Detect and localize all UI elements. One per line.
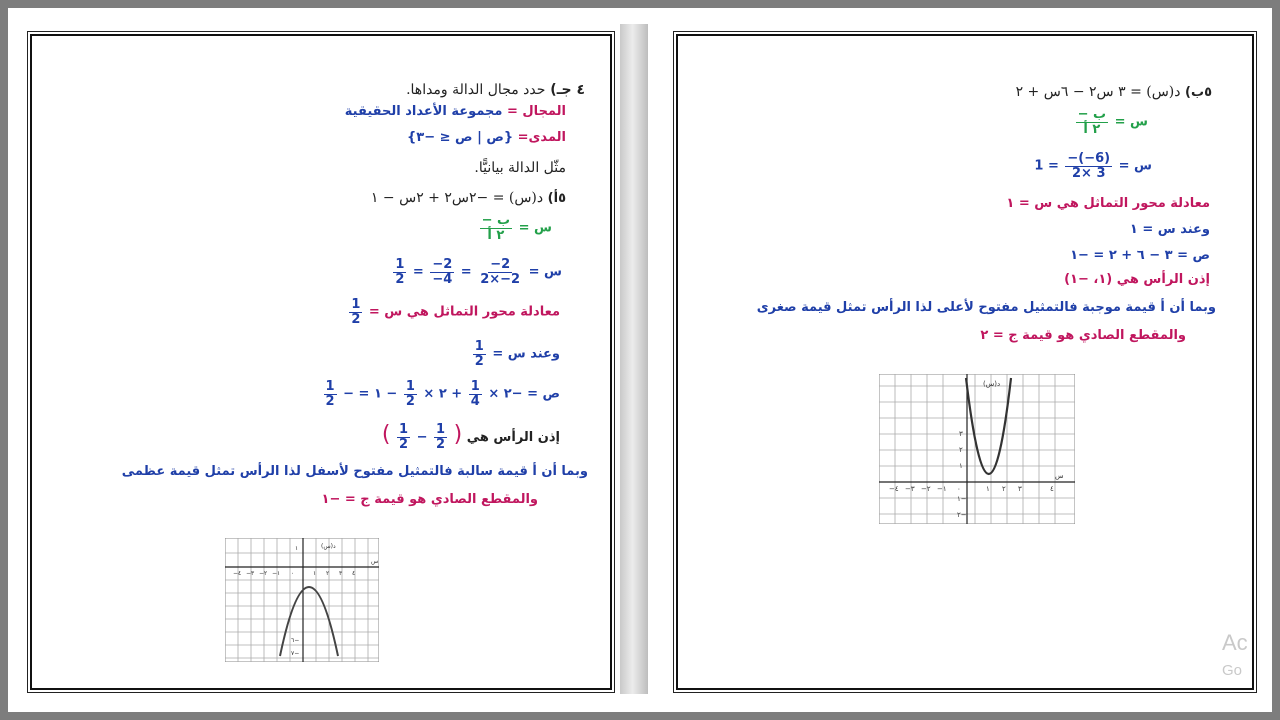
question-5b: ٥ب) د(س) = ٣ س٢ − ٦س + ٢ xyxy=(1015,84,1212,100)
x-tick: −٢ xyxy=(259,570,268,577)
x-tick: −٣ xyxy=(246,570,255,577)
y-tick: ٦− xyxy=(291,637,300,644)
graph-instruction: مثّل الدالة بيانيًّا. xyxy=(474,160,566,176)
vertex-x-formula: س = $\frac{\text{− ب}}{\text{٢ أ}}$ xyxy=(1077,107,1148,137)
x-tick: ١ xyxy=(313,570,317,577)
origin-label: ٠ xyxy=(291,570,295,577)
vertex-line: إذن الرأس هي ( $\frac{1}{2}$ − $\frac{1}{2}$ ) xyxy=(381,422,560,452)
x-axis-label: س xyxy=(1055,472,1064,480)
x-tick: ٢ xyxy=(1002,485,1006,493)
vertex-x-formula: س = $\frac{\text{− ب}}{\text{٢ أ}}$ xyxy=(481,213,552,243)
range-line: المدى= {ص | ص ≤ −٣} xyxy=(407,130,566,145)
question-4c xyxy=(406,82,585,98)
activation-watermark-title: Ac xyxy=(1222,630,1248,655)
fx-label: د(س) xyxy=(983,380,1001,388)
page-gutter xyxy=(620,24,648,694)
x-tick: −٤ xyxy=(233,570,242,577)
fx-label: د(س) xyxy=(321,543,336,550)
x-tick: −٣ xyxy=(905,485,915,493)
x-tick: ٣ xyxy=(1018,485,1022,493)
question-prompt: حدد مجال الدالة ومداها. xyxy=(406,82,546,98)
activation-watermark-subtitle: Go xyxy=(1222,662,1243,679)
when-x-line: وعند س = ١ xyxy=(1129,222,1210,237)
y-tick: ١− xyxy=(957,495,967,503)
x-tick: ٢ xyxy=(326,570,330,577)
symmetry-axis-line: معادلة محور التماثل هي س = $\frac{1}{2}$ xyxy=(351,297,560,327)
y-tick: ٣ xyxy=(959,430,963,438)
y-tick: ١ xyxy=(959,462,963,470)
x-tick: −٢ xyxy=(921,485,931,493)
x-tick: −١ xyxy=(272,570,281,577)
y-intercept-line: والمقطع الصادي هو قيمة ج = −١ xyxy=(321,492,538,507)
vertex-x-calculation: س = $\frac{-2}{2\times-2}$ = $\frac{-2}{-4}$ = $\frac{1}{2}$ xyxy=(395,257,562,287)
left-page xyxy=(30,34,612,690)
x-tick: ٣ xyxy=(339,570,343,577)
y-tick: ٢ xyxy=(959,446,963,454)
origin-label: ٠ xyxy=(957,485,961,493)
x-tick: ٤ xyxy=(352,570,356,577)
parabola-graph-left xyxy=(225,538,379,662)
x-tick: ٤ xyxy=(1050,485,1054,493)
y-tick: ٧− xyxy=(291,650,300,657)
symmetry-axis-line: معادلة محور التماثل هي س = ١ xyxy=(1006,196,1210,211)
y-intercept-line: والمقطع الصادي هو قيمة ج = ٢ xyxy=(980,328,1186,343)
conclusion-text: وبما أن أ قيمة موجبة فالتمثيل مفتوح لأعلى لذا الرأس تمثل قيمة صغرى xyxy=(756,300,1216,315)
vertex-x-calculation: س = $\frac{-(-6)}{2\times 3}$ = 1 xyxy=(1034,151,1152,181)
x-tick: −٤ xyxy=(889,485,899,493)
parabola-graph-right xyxy=(879,374,1075,524)
domain-line: المجال = مجموعة الأعداد الحقيقية xyxy=(344,104,566,119)
y-tick: ١ xyxy=(295,545,299,552)
y-tick: ٢− xyxy=(957,511,967,519)
question-5a: ٥أ) د(س) = −٢س٢ + ٢س − ١ xyxy=(370,190,566,206)
conclusion-text: وبما أن أ قيمة سالبة فالتمثيل مفتوح لأسفل لذا الرأس تمثل قيمة عظمى xyxy=(121,464,588,479)
vertex-line: إذن الرأس هي (١، −١) xyxy=(1064,272,1210,287)
question-label: ٤ جـ) xyxy=(550,82,585,98)
when-x-line: وعند س = $\frac{1}{2}$ xyxy=(474,339,560,369)
x-tick: ١ xyxy=(986,485,990,493)
x-tick: −١ xyxy=(937,485,947,493)
y-calculation: ص = −٢ × $\frac{1}{4}$ + ٢ × $\frac{1}{2}$ − ١ = − $\frac{1}{2}$ xyxy=(325,379,560,409)
y-calculation: ص = ٣ − ٦ + ٢ = −١ xyxy=(1070,248,1210,263)
x-axis-label: س xyxy=(371,558,379,565)
right-page xyxy=(676,34,1254,690)
